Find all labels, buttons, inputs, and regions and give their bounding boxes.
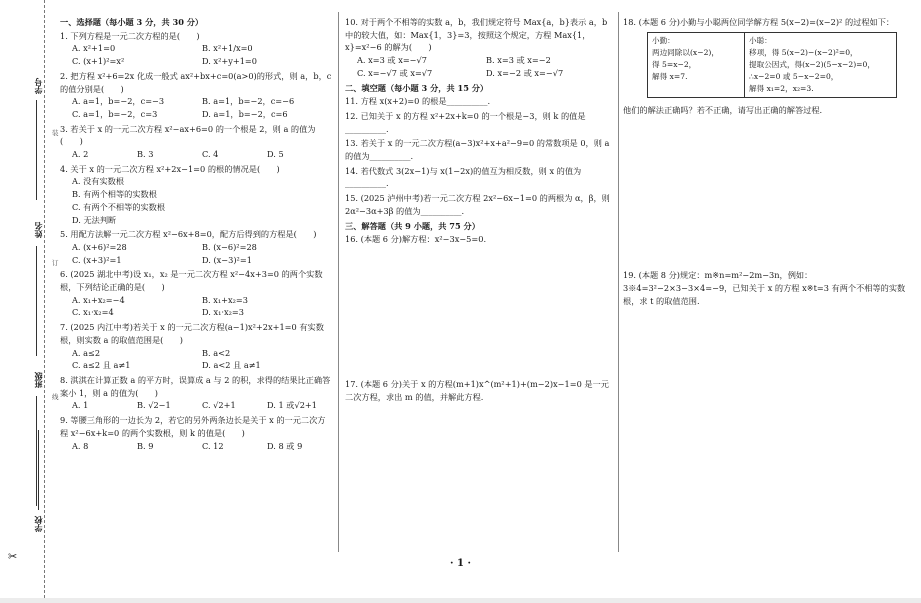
column-2 (345, 16, 615, 405)
answer-space-16[interactable] (345, 248, 615, 378)
option-b: B. 3 (137, 149, 154, 160)
xiaocong-solution (744, 33, 896, 98)
section-choice-title: 一、选择题（每小题 3 分，共 30 分） (60, 17, 204, 27)
question-10 (345, 16, 615, 80)
question-3 (60, 123, 332, 161)
option-b: B. (x−6)²=28 (202, 241, 257, 252)
question-ask: 他们的解法正确吗？若不正确，请写出正确的解答过程. (623, 105, 823, 116)
question-stem: 4. 关于 x 的一元二次方程 x²+2x−1=0 的根的情况是( ) (60, 163, 280, 174)
option-c: C. a≤2 且 a≠1 (72, 360, 131, 371)
option-d: D. 无法判断 (72, 214, 117, 225)
section-fill-title: 二、填空题（每小题 3 分，共 15 分） (345, 82, 489, 93)
question-14: 14. 若代数式 3(2x−1)与 x(1−2x)的值互为相反数，则 x 的值为__________. (345, 165, 582, 189)
option-d: D. (x−3)²=1 (202, 254, 252, 265)
option-d: D. 8 或 9 (267, 440, 303, 451)
question-stem: 10. 对于两个不相等的实数 a，b，我们规定符号 Max{a，b}表示 a，b 中的较大值，如：Max{1，3}=3，按照这个规定，方程 Max{1，x}=x²−6 的解为( ) (345, 17, 608, 53)
solution-line: 得 5=x−2， (652, 59, 697, 69)
option-a: A. 8 (72, 440, 89, 451)
option-b: B. x²+1/x=0 (202, 43, 253, 54)
option-c: C. x=−√7 或 x=√7 (357, 67, 433, 78)
option-b: B. 有两个相等的实数根 (72, 189, 157, 200)
option-b: B. a=1，b=−2，c=−6 (202, 96, 295, 107)
solution-line: 移项，得 5(x−2)−(x−2)²=0， (749, 47, 858, 57)
option-a: A. x²+1=0 (72, 43, 116, 54)
question-stem: 1. 下列方程是一元二次方程的是( ) (60, 30, 200, 41)
option-d: D. x²+y+1=0 (202, 56, 258, 67)
question-11: 11. 方程 x(x+2)=0 的根是__________. (345, 96, 491, 107)
option-a: A. 没有实数根 (72, 176, 125, 187)
mark-xian: 线 (52, 393, 59, 401)
question-stem: 7. (2025 内江中考)若关于 x 的一元二次方程(a−1)x²+2x+1=0 有实数根，则实数 a 的取值范围是( ) (60, 322, 324, 345)
mark-zhuang: 装 (52, 129, 59, 137)
column-3 (623, 16, 913, 309)
question-9 (60, 414, 332, 452)
answer-space-18[interactable] (623, 119, 913, 269)
column-1 (60, 16, 332, 454)
question-8 (60, 374, 332, 412)
label-name: 姓名 (33, 222, 43, 238)
section-answer-title: 三、解答题（共 9 小题，共 75 分） (345, 220, 480, 231)
solver-name: 小勤： (652, 35, 675, 45)
label-class: 班级 (33, 372, 43, 388)
option-c: C. a=1，b=−2，c=3 (72, 108, 158, 119)
option-d: D. x=−2 或 x=−√7 (486, 67, 564, 78)
question-17: 17. (本题 6 分)关于 x 的方程(m+1)x^(m²+1)+(m−2)x−1=0 是一元二次方程，求出 m 的值，并解此方程. (345, 378, 609, 402)
question-16: 16. (本题 6 分)解方程：x²−3x−5=0. (345, 234, 487, 245)
option-d: D. 1 或√2+1 (267, 400, 317, 411)
solution-line: ∴x−2=0 或 5−x−2=0， (749, 72, 839, 82)
option-d: D. 5 (267, 149, 284, 160)
xiaoqin-solution (648, 33, 744, 98)
option-d: D. a=1，b=−2，c=6 (202, 108, 288, 119)
question-stem: 6. (2025 湖北中考)设 x₁，x₂ 是一元二次方程 x²−4x+3=0 的两个实数根，下列结论正确的是( ) (60, 269, 323, 293)
option-b: B. a<2 (202, 347, 231, 358)
option-c: C. x₁·x₂=4 (72, 307, 114, 318)
option-d: D. a<2 且 a≠1 (202, 360, 261, 371)
question-stem: 5. 用配方法解一元二次方程 x²−6x+8=0，配方后得到的方程是( ) (60, 229, 317, 240)
scissors-icon: ✂ (8, 550, 18, 563)
label-student-id: 学号 (33, 78, 43, 94)
solutions-table (647, 32, 897, 99)
option-b: B. x₁+x₂=3 (202, 294, 248, 305)
option-c: C. (x+1)²=x² (72, 56, 125, 67)
option-c: C. 有两个不相等的实数根 (72, 201, 166, 212)
option-a: A. 1 (72, 400, 89, 411)
option-a: A. 2 (72, 149, 89, 160)
question-6 (60, 268, 332, 319)
student-id-field[interactable] (36, 100, 37, 200)
question-stem: 9. 等腰三角形的一边长为 2，若它的另外两条边长是关于 x 的一元二次方程 x²−6x+k=0 的两个实数根，则 k 的值是( ) (60, 415, 326, 438)
school-field[interactable] (38, 430, 39, 510)
option-a: A. x=3 或 x=−√7 (357, 55, 427, 66)
question-5 (60, 228, 332, 266)
page-number: · 1 · (450, 558, 471, 569)
solver-name: 小聪： (749, 35, 772, 45)
question-stem: 3. 若关于 x 的一元二次方程 x²−ax+6=0 的一个根是 2，则 a 的值为( ) (60, 123, 316, 147)
option-c: C. 12 (202, 440, 224, 451)
name-field[interactable] (36, 246, 37, 356)
class-field[interactable] (36, 396, 37, 506)
question-stem: 2. 把方程 x²+6=2x 化成一般式 ax²+bx+c=0(a>0)的形式，则 a，b，c 的值分别是( ) (60, 70, 332, 94)
mark-ding: 订 (52, 259, 59, 267)
option-c: C. 4 (202, 149, 219, 160)
option-b: B. 9 (137, 440, 154, 451)
solution-line: 解得 x₁=2，x₂=3. (749, 84, 814, 94)
question-7 (60, 321, 332, 372)
question-4 (60, 163, 332, 227)
question-19: 19. (本题 8 分)规定：m※n=m²−2m−3n，例如：3※4=3²−2×3−3×4=−9，已知关于 x 的方程 x※t=3 有两个不相等的实数根，求 t 的取值范围. (623, 270, 906, 306)
option-a: A. a≤2 (72, 347, 101, 358)
question-13: 13. 若关于 x 的一元二次方程(a−3)x²+x+a²−9=0 的常数项是 0，则 a 的值为__________. (345, 138, 610, 162)
question-stem: 8. 淇淇在计算正数 a 的平方时，误算成 a 与 2 的积，求得的结果比正确答案小 1，则 a 的值为( ) (60, 374, 331, 398)
solution-line: 解得 x=7. (652, 72, 688, 82)
solution-line: 两边同除以(x−2)， (652, 47, 719, 57)
question-stem: 18. (本题 6 分)小勤与小聪两位同学解方程 5(x−2)=(x−2)² 的过程如下： (623, 17, 895, 27)
option-b: B. x=3 或 x=−2 (486, 55, 551, 66)
option-a: A. a=1，b=−2，c=−3 (72, 96, 165, 107)
option-d: D. x₁·x₂=3 (202, 307, 244, 318)
question-18 (623, 16, 913, 117)
option-b: B. √2−1 (137, 400, 171, 411)
column-divider (338, 12, 339, 552)
option-a: A. (x+6)²=28 (72, 241, 127, 252)
binding-gutter (0, 0, 59, 598)
option-c: C. (x+3)²=1 (72, 254, 122, 265)
question-2 (60, 70, 332, 121)
column-divider (618, 12, 619, 552)
question-12: 12. 已知关于 x 的方程 x²+2x+k=0 的一个根是−3，则 k 的值是__________. (345, 110, 586, 134)
label-school: 学校 (33, 516, 43, 532)
question-1 (60, 30, 332, 68)
solution-line: 提取公因式，得(x−2)(5−x−2)=0， (749, 59, 875, 69)
option-a: A. x₁+x₂=−4 (72, 294, 125, 305)
option-c: C. √2+1 (202, 400, 236, 411)
question-15: 15. (2025 泸州中考)若一元二次方程 2x²−6x−1=0 的两根为 α，β，则 2α²−3α+3β 的值为__________. (345, 193, 610, 216)
